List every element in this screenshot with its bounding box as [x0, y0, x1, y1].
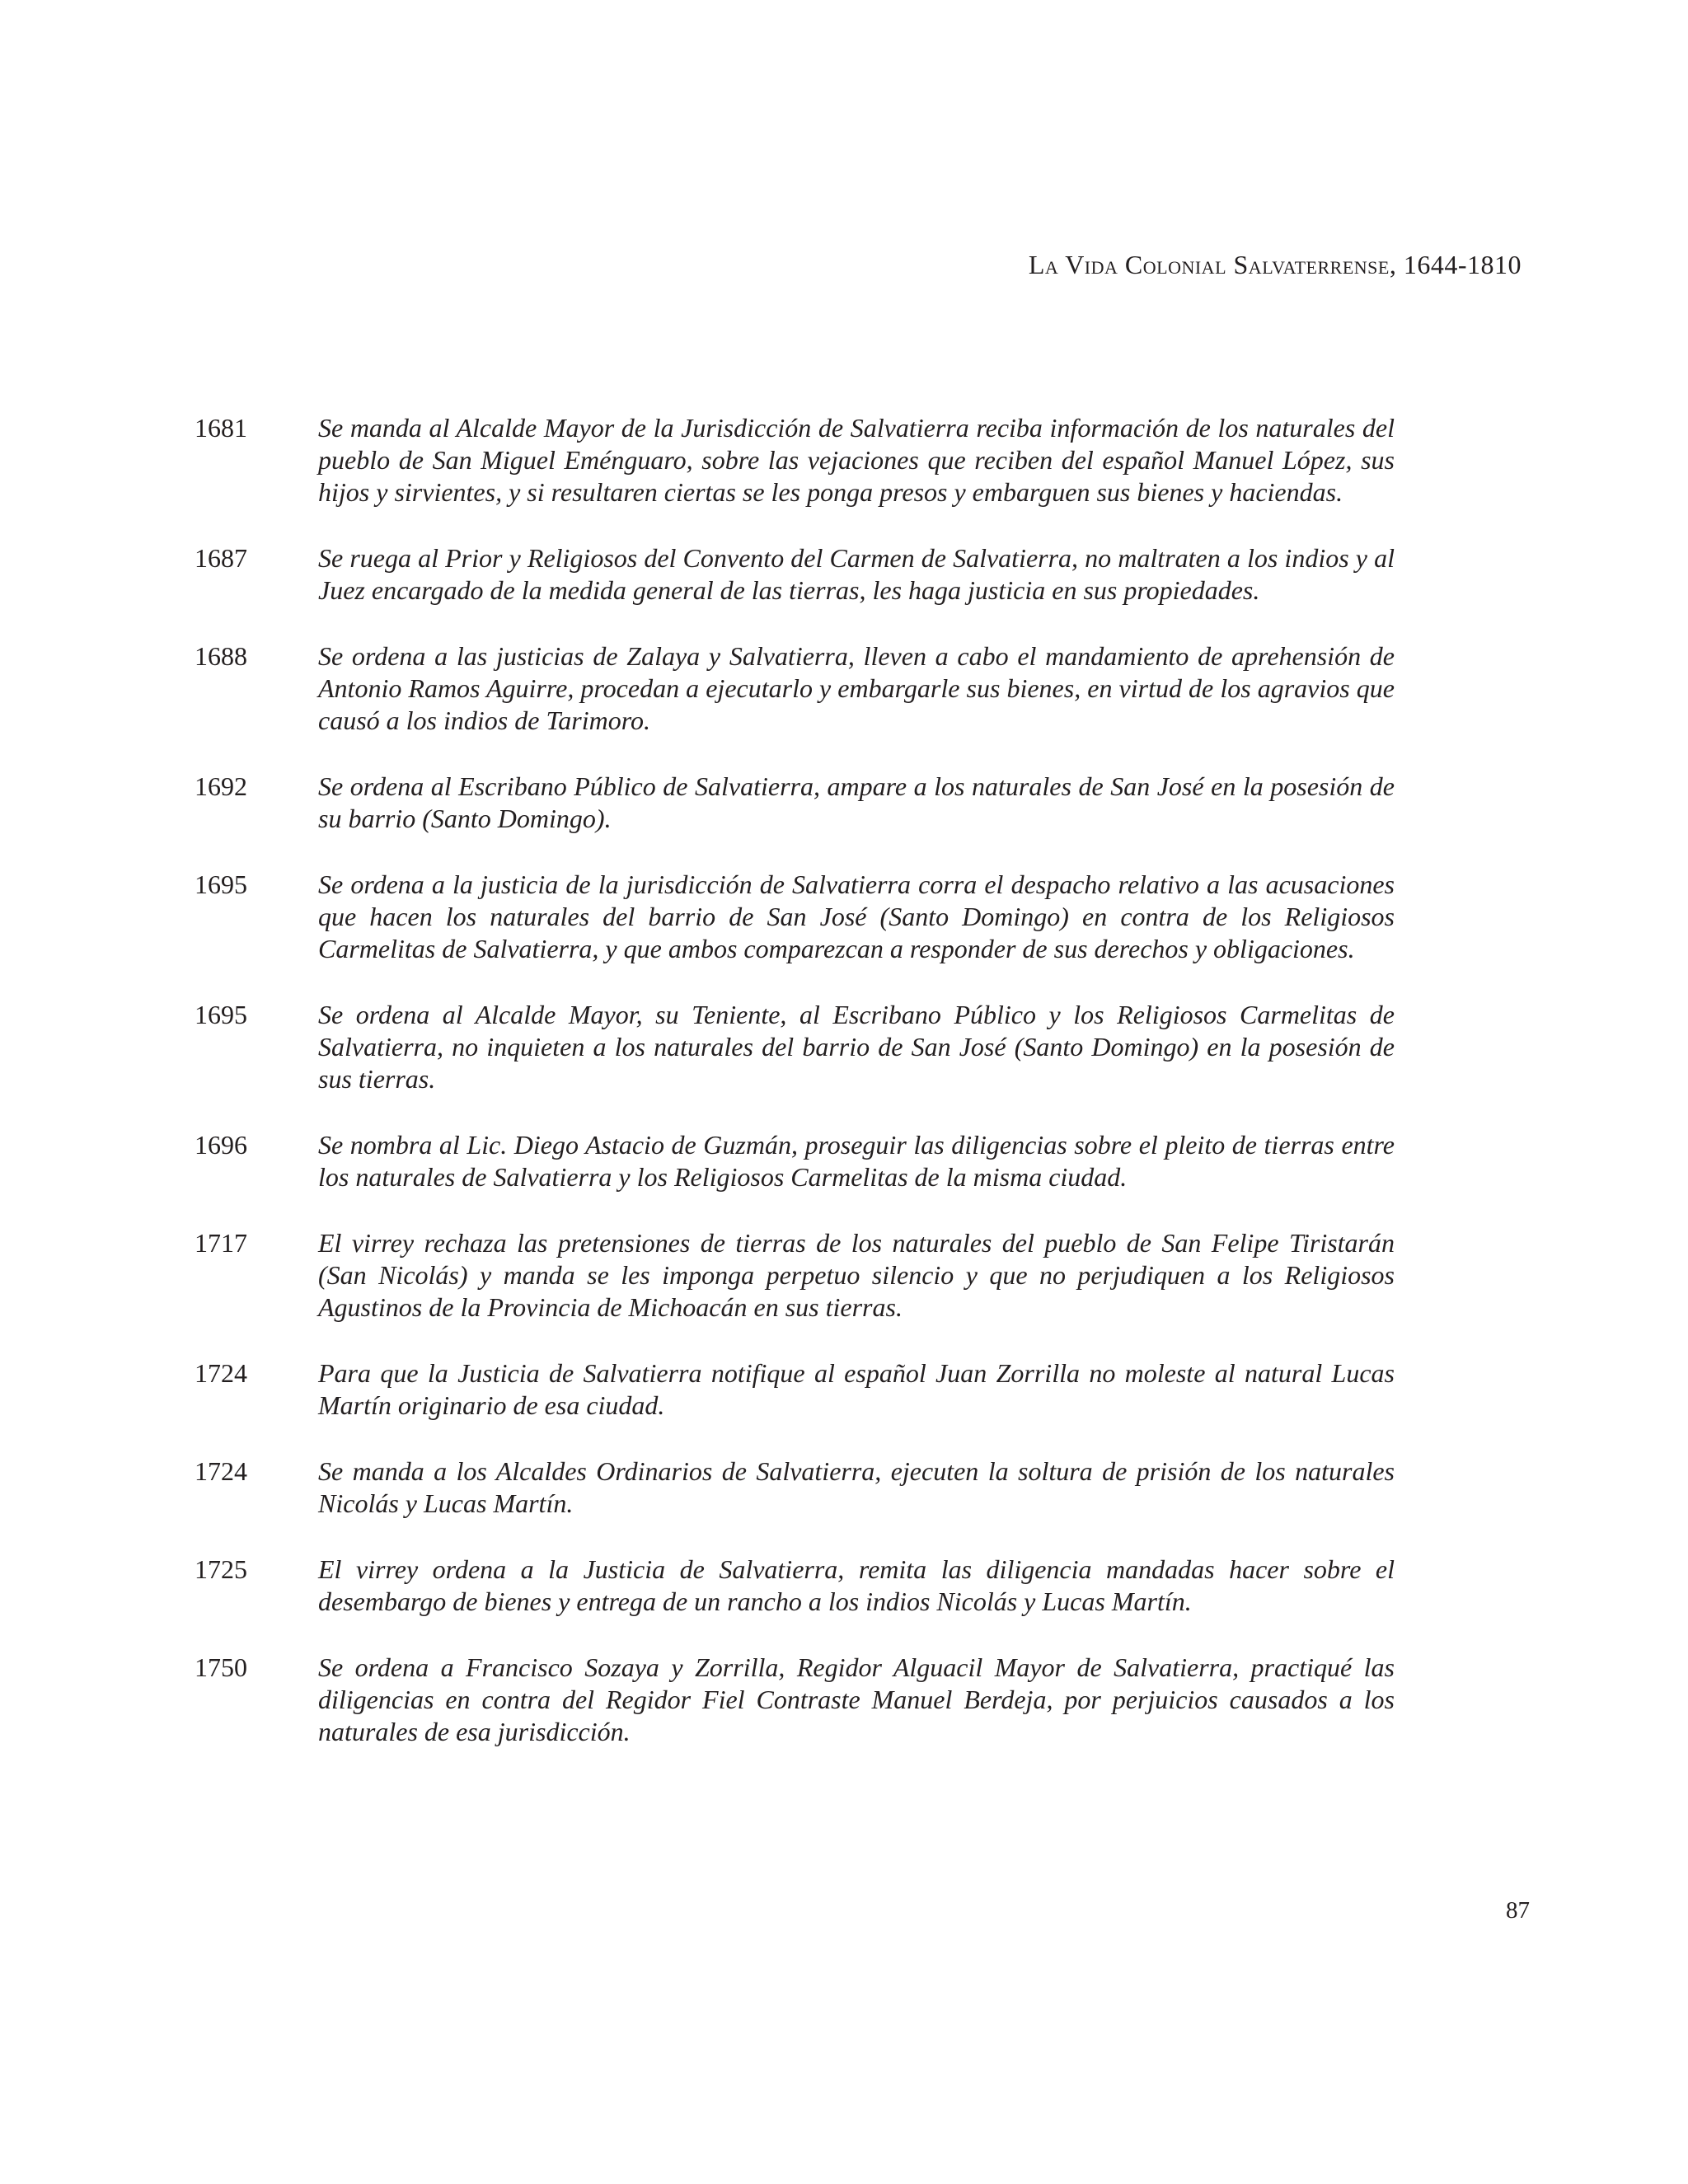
entry-year: 1688 — [195, 641, 247, 671]
chronology-entry — [195, 412, 1395, 509]
chronology-entry — [195, 869, 1395, 965]
page-number: 87 — [1506, 1897, 1530, 1924]
entry-year: 1692 — [195, 771, 247, 801]
entry-text: Se ordena a Francisco Sozaya y Zorrilla, Regidor Alguacil Mayor de Salvatierra, practiqué las diligencias en contra del Regidor Fiel Contraste Manuel Berdeja, por perjuicios causados a los naturales de esa jurisdicción. — [318, 1652, 1395, 1746]
entry-text: Se ordena a la justicia de la jurisdicción de Salvatierra corra el despacho relativo a las acusaciones que hacen los naturales del barrio de San José (Santo Domingo) en contra de los Religiosos Carmelitas de Salvatierra, y que ambos comparezcan a responder de sus derechos y obligaciones. — [318, 869, 1395, 963]
chronology-entry — [195, 1554, 1395, 1618]
entry-text: El virrey ordena a la Justicia de Salvatierra, remita las diligencia mandadas hacer sobre el desembargo de bienes y entrega de un rancho a los indios Nicolás y Lucas Martín. — [318, 1554, 1395, 1616]
entry-year: 1695 — [195, 1000, 247, 1029]
chronology-entry — [195, 1455, 1395, 1520]
chronology-entry — [195, 640, 1395, 737]
entry-year: 1724 — [195, 1456, 247, 1486]
entry-text: Se nombra al Lic. Diego Astacio de Guzmán, proseguir las diligencias sobre el pleito de tierras entre los naturales de Salvatierra y los Religiosos Carmelitas de la misma ciudad. — [318, 1130, 1395, 1192]
entry-text: El virrey rechaza las pretensiones de tierras de los naturales del pueblo de San Felipe Tiristarán (San Nicolás) y manda se les imponga perpetuo silencio y que no perjudiquen a los Religiosos Agustinos de la Provincia de Michoacán en sus tierras. — [318, 1228, 1395, 1322]
entry-text: Se ordena a las justicias de Zalaya y Salvatierra, lleven a cabo el mandamiento de aprehensión de Antonio Ramos Aguirre, procedan a ejecutarlo y embargarle sus bienes, en virtud de los agravios que causó a los indios de Tarimoro. — [318, 641, 1395, 735]
entry-year: 1681 — [195, 413, 247, 443]
chronology-entry — [195, 542, 1395, 607]
entry-year: 1687 — [195, 543, 247, 573]
chronology-entry — [195, 1652, 1395, 1748]
chronology-entry — [195, 1357, 1395, 1422]
chronology-list — [195, 412, 1395, 1782]
entry-year: 1695 — [195, 869, 247, 899]
entry-year: 1750 — [195, 1652, 247, 1682]
entry-year: 1696 — [195, 1130, 247, 1160]
chronology-entry — [195, 1227, 1395, 1324]
entry-year: 1725 — [195, 1554, 247, 1584]
entry-text: Se ordena al Alcalde Mayor, su Teniente, al Escribano Público y los Religiosos Carmelitas de Salvatierra, no inquieten a los naturales del barrio de San José (Santo Domingo) en la posesión de sus tierras. — [318, 1000, 1395, 1094]
chronology-entry — [195, 1129, 1395, 1193]
entry-text: Se ordena al Escribano Público de Salvatierra, ampare a los naturales de San José en la posesión de su barrio (Santo Domingo). — [318, 771, 1395, 833]
chronology-entry — [195, 771, 1395, 835]
chronology-entry — [195, 999, 1395, 1095]
entry-text: Se ruega al Prior y Religiosos del Convento del Carmen de Salvatierra, no maltraten a los indios y al Juez encargado de la medida general de las tierras, les haga justicia en sus propiedades. — [318, 543, 1395, 605]
entry-year: 1724 — [195, 1358, 247, 1388]
entry-text: Se manda a los Alcaldes Ordinarios de Salvatierra, ejecuten la soltura de prisión de los naturales Nicolás y Lucas Martín. — [318, 1456, 1395, 1518]
entry-text: Para que la Justicia de Salvatierra notifique al español Juan Zorrilla no moleste al natural Lucas Martín originario de esa ciudad. — [318, 1358, 1395, 1420]
running-header: La Vida Colonial Salvaterrense, 1644-1810 — [1028, 250, 1522, 279]
entry-year: 1717 — [195, 1228, 247, 1258]
entry-text: Se manda al Alcalde Mayor de la Jurisdicción de Salvatierra reciba información de los naturales del pueblo de San Miguel Eménguaro, sobre las vejaciones que reciben del español Manuel López, sus hijos y sirvientes, y si resultaren ciertas se les ponga presos y embarguen sus bienes y haciendas. — [318, 413, 1395, 507]
